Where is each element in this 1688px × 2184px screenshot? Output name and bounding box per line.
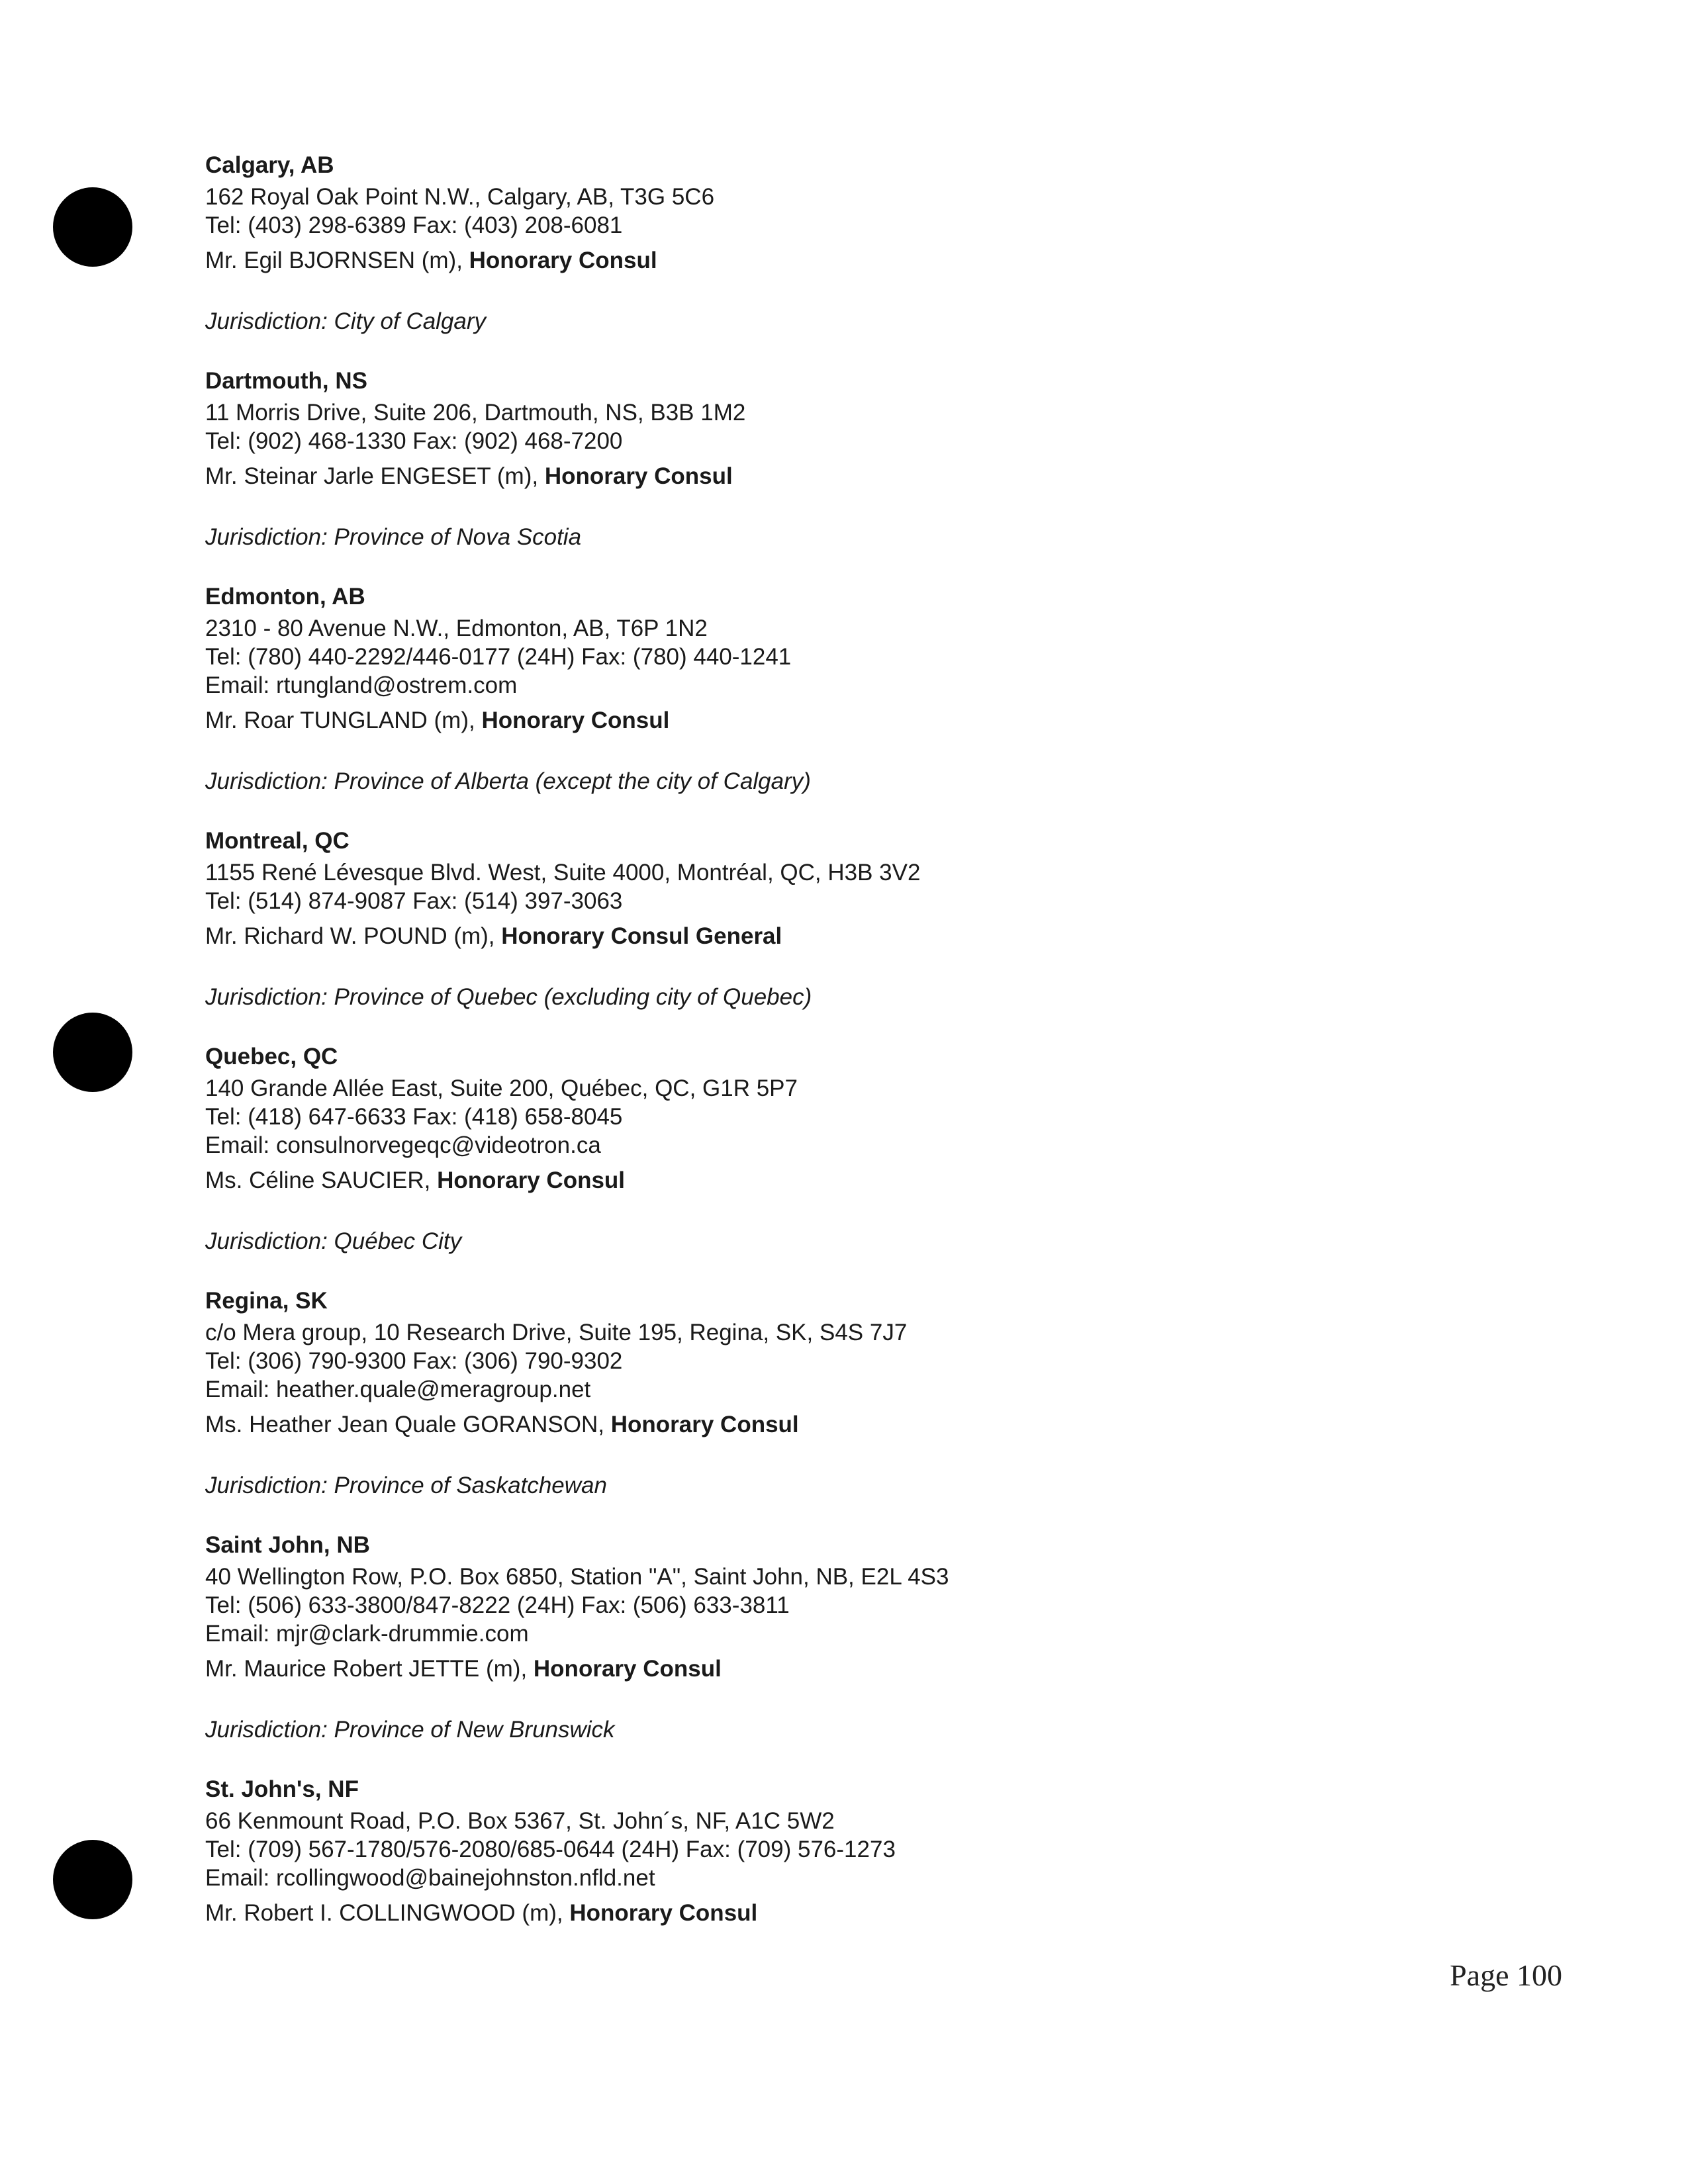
consul-line: [205, 1899, 1463, 1928]
consulate-entry: [205, 1531, 1463, 1745]
email-line: Email: rtungland@ostrem.com: [205, 672, 518, 698]
consulate-entry: [205, 1775, 1463, 1928]
consul-name: Mr. Richard W. POUND (m),: [205, 923, 495, 949]
jurisdiction: Jurisdiction: Province of Nova Scotia: [205, 524, 582, 550]
jurisdiction: Jurisdiction: Province of New Brunswick: [205, 1717, 615, 1743]
phone-line: Tel: (506) 633-3800/847-8222 (24H) Fax: (506) 633-3811: [205, 1592, 790, 1618]
consul-name: Mr. Roar TUNGLAND (m),: [205, 707, 475, 733]
consulate-entry: [205, 1287, 1463, 1500]
consul-line: [205, 246, 1463, 275]
consul-line: [205, 462, 1463, 491]
phone-line: Tel: (780) 440-2292/446-0177 (24H) Fax: (780) 440-1241: [205, 644, 792, 670]
jurisdiction: Jurisdiction: Province of Quebec (excluding city of Quebec): [205, 984, 812, 1010]
jurisdiction: Jurisdiction: City of Calgary: [205, 308, 487, 334]
consul-line: [205, 1655, 1463, 1684]
page-number: Page 100: [1450, 1958, 1562, 1992]
address-line: 66 Kenmount Road, P.O. Box 5367, St. John´s, NF, A1C 5W2: [205, 1808, 835, 1834]
consul-name: Mr. Egil BJORNSEN (m),: [205, 248, 463, 273]
punch-hole-top: [53, 187, 132, 267]
consulate-list: [205, 151, 1463, 1928]
city-heading: Quebec, QC: [205, 1044, 338, 1069]
consul-title: Honorary Consul: [481, 707, 670, 733]
phone-line: Tel: (418) 647-6633 Fax: (418) 658-8045: [205, 1104, 623, 1130]
phone-line: Tel: (902) 468-1330 Fax: (902) 468-7200: [205, 428, 623, 454]
phone-line: Tel: (403) 298-6389 Fax: (403) 208-6081: [205, 212, 623, 238]
punch-hole-middle: [53, 1013, 132, 1092]
consul-name: Mr. Steinar Jarle ENGESET (m),: [205, 463, 539, 489]
city-heading: Edmonton, AB: [205, 584, 365, 610]
consul-name: Mr. Maurice Robert JETTE (m),: [205, 1656, 528, 1682]
consulate-entry: [205, 151, 1463, 336]
consulate-entry: [205, 367, 1463, 552]
jurisdiction: Jurisdiction: Province of Alberta (except the city of Calgary): [205, 768, 811, 794]
consul-title: Honorary Consul: [569, 1900, 758, 1926]
consulate-entry: [205, 827, 1463, 1012]
address-line: 1155 René Lévesque Blvd. West, Suite 4000, Montréal, QC, H3B 3V2: [205, 860, 921, 886]
consul-title: Honorary Consul General: [501, 923, 782, 949]
email-line: Email: mjr@clark-drummie.com: [205, 1621, 529, 1647]
consul-line: [205, 922, 1463, 951]
address-line: 140 Grande Allée East, Suite 200, Québec, QC, G1R 5P7: [205, 1075, 798, 1101]
consul-name: Ms. Heather Jean Quale GORANSON,: [205, 1412, 604, 1437]
city-heading: Montreal, QC: [205, 828, 350, 854]
city-heading: Dartmouth, NS: [205, 368, 367, 394]
consul-title: Honorary Consul: [610, 1412, 799, 1437]
consul-name: Ms. Céline SAUCIER,: [205, 1167, 431, 1193]
consul-title: Honorary Consul: [544, 463, 733, 489]
consul-title: Honorary Consul: [437, 1167, 626, 1193]
city-heading: St. John's, NF: [205, 1776, 359, 1802]
consulate-entry: [205, 582, 1463, 796]
city-heading: Saint John, NB: [205, 1532, 370, 1558]
address-line: 2310 - 80 Avenue N.W., Edmonton, AB, T6P 1N2: [205, 615, 708, 641]
email-line: Email: rcollingwood@bainejohnston.nfld.net: [205, 1865, 655, 1891]
city-heading: Calgary, AB: [205, 152, 334, 178]
consul-line: [205, 1410, 1463, 1439]
city-heading: Regina, SK: [205, 1288, 328, 1314]
address-line: 40 Wellington Row, P.O. Box 6850, Station "A", Saint John, NB, E2L 4S3: [205, 1564, 949, 1590]
phone-line: Tel: (306) 790-9300 Fax: (306) 790-9302: [205, 1348, 623, 1374]
consul-line: [205, 706, 1463, 735]
jurisdiction: Jurisdiction: Province of Saskatchewan: [205, 1473, 607, 1498]
email-line: Email: consulnorvegeqc@videotron.ca: [205, 1132, 601, 1158]
address-line: 162 Royal Oak Point N.W., Calgary, AB, T3G 5C6: [205, 184, 715, 210]
email-line: Email: heather.quale@meragroup.net: [205, 1377, 591, 1402]
consulate-entry: [205, 1042, 1463, 1256]
consul-title: Honorary Consul: [469, 248, 657, 273]
phone-line: Tel: (709) 567-1780/576-2080/685-0644 (24H) Fax: (709) 576-1273: [205, 1837, 896, 1862]
jurisdiction: Jurisdiction: Québec City: [205, 1228, 462, 1254]
consul-name: Mr. Robert I. COLLINGWOOD (m),: [205, 1900, 563, 1926]
consul-line: [205, 1166, 1463, 1195]
address-line: c/o Mera group, 10 Research Drive, Suite 195, Regina, SK, S4S 7J7: [205, 1320, 908, 1345]
consul-title: Honorary Consul: [533, 1656, 722, 1682]
punch-hole-bottom: [53, 1840, 132, 1919]
address-line: 11 Morris Drive, Suite 206, Dartmouth, NS, B3B 1M2: [205, 400, 746, 426]
phone-line: Tel: (514) 874-9087 Fax: (514) 397-3063: [205, 888, 623, 914]
